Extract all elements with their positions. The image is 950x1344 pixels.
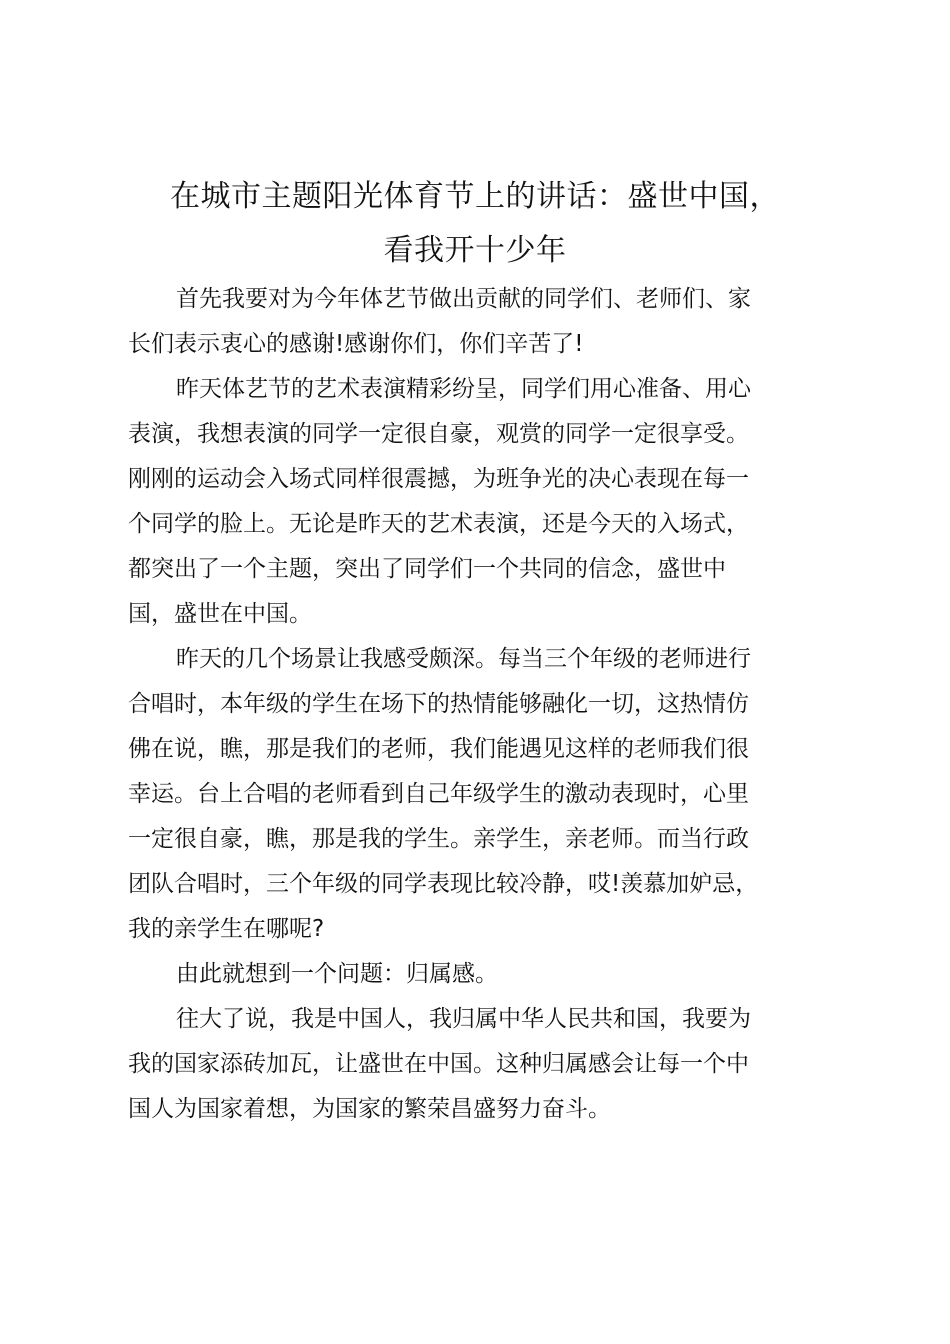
title-line: 看我开十少年 (383, 233, 567, 268)
text-line: 长们表示衷心的感谢!感谢你们，你们辛苦了! (128, 331, 584, 357)
text-line: 表演，我想表演的同学一定很自豪，观赏的同学一定很享受。 (128, 421, 749, 447)
document-title (100, 170, 850, 278)
paragraph-belonging-question (128, 952, 818, 997)
paragraph-art-show (128, 367, 818, 637)
text-line: 幸运。台上合唱的老师看到自己年级学生的激动表现时，心里 (128, 781, 749, 807)
text-line: 都突出了一个主题，突出了同学们一个共同的信念，盛世中 (128, 556, 726, 582)
text-line: 我的国家添砖加瓦，让盛世在中国。这种归属感会让每一个中 (128, 1051, 749, 1077)
text-line: 昨天的几个场景让我感受颇深。每当三个年级的老师进行 (176, 646, 751, 672)
text-line: 由此就想到一个问题：归属感。 (176, 961, 498, 987)
text-line: 一定很自豪，瞧，那是我的学生。亲学生，亲老师。而当行政 (128, 826, 749, 852)
text-line: 国，盛世在中国。 (128, 601, 312, 627)
paragraph-nation (128, 997, 818, 1132)
document-body (128, 277, 818, 1132)
title-line: 在城市主题阳光体育节上的讲话：盛世中国， (170, 179, 780, 214)
text-line: 昨天体艺节的艺术表演精彩纷呈，同学们用心准备、用心 (176, 376, 751, 402)
text-line: 团队合唱时，三个年级的同学表现比较冷静，哎!羡慕加妒忌， (128, 871, 759, 897)
text-line: 个同学的脸上。无论是昨天的艺术表演，还是今天的入场式， (128, 511, 749, 537)
paragraph-thanks (128, 277, 818, 367)
text-line: 国人为国家着想，为国家的繁荣昌盛努力奋斗。 (128, 1096, 611, 1122)
text-line: 往大了说，我是中国人，我归属中华人民共和国，我要为 (176, 1006, 751, 1032)
text-line: 佛在说，瞧，那是我们的老师，我们能遇见这样的老师我们很 (128, 736, 749, 762)
text-line: 合唱时，本年级的学生在场下的热情能够融化一切，这热情仿 (128, 691, 749, 717)
paragraph-scenes (128, 637, 818, 952)
text-line: 刚刚的运动会入场式同样很震撼，为班争光的决心表现在每一 (128, 466, 749, 492)
text-line: 我的亲学生在哪呢? (128, 916, 325, 942)
text-line: 首先我要对为今年体艺节做出贡献的同学们、老师们、家 (176, 286, 751, 312)
